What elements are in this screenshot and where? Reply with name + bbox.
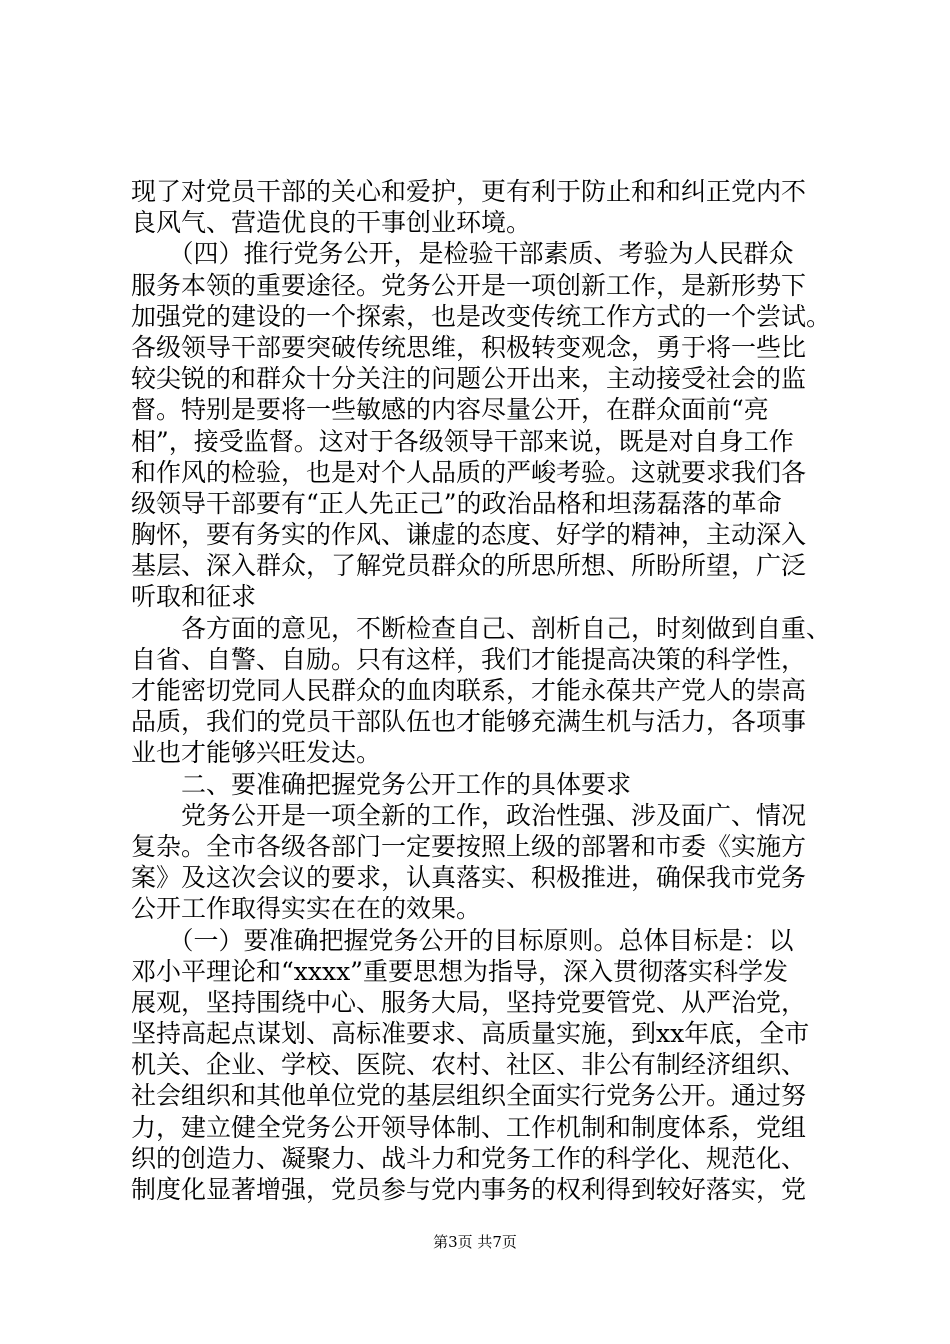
text-line: 织的创造力、凝聚力、战斗力和党务工作的科学化、规范化、 <box>131 1143 807 1173</box>
text-line: 公开工作取得实实在在的效果。 <box>131 894 482 924</box>
text-line: 较尖锐的和群众十分关注的问题公开出来，主动接受社会的监 <box>131 364 807 394</box>
page-number: 第3页 共7页 <box>433 1233 517 1251</box>
text-line: 邓小平理论和“xxxx”重要思想为指导，深入贯彻落实科学发 <box>131 956 788 986</box>
text-line: 各方面的意见，不断检查自己、剖析自己，时刻做到自重、 <box>131 613 832 643</box>
text-line: 品质，我们的党员干部队伍也才能够充满生机与活力，各项事 <box>131 707 807 737</box>
text-line: 听取和征求 <box>131 582 257 612</box>
text-line: 现了对党员干部的关心和爱护，更有利于防止和和纠正党内不 <box>131 177 807 206</box>
text-line: （一）要准确把握党务公开的目标原则。总体目标是：以 <box>131 925 794 955</box>
text-line: 社会组织和其他单位党的基层组织全面实行党务公开。通过努 <box>131 1081 807 1111</box>
body-text <box>131 176 831 1205</box>
text-line: 相”，接受监督。这对于各级领导干部来说，既是对自身工作 <box>131 426 794 456</box>
text-line: 和作风的检验，也是对个人品质的严峻考验。这就要求我们各 <box>131 457 807 487</box>
text-line: 坚持高起点谋划、高标准要求、高质量实施，到xx年底，全市 <box>131 1019 810 1049</box>
text-line: 才能密切党同人民群众的血肉联系，才能永葆共产党人的崇高 <box>131 676 807 705</box>
text-line: 力，建立健全党务公开领导体制、工作机制和制度体系，党组 <box>131 1112 807 1142</box>
text-line: 加强党的建设的一个探索，也是改变传统工作方式的一个尝试。 <box>131 301 832 331</box>
text-line: 机关、企业、学校、医院、农村、社区、非公有制经济组织、 <box>131 1050 807 1080</box>
text-line: 级领导干部要有“正人先正己”的政治品格和坦荡磊落的革命 <box>131 488 782 518</box>
section-heading: 二、要准确把握党务公开工作的具体要求 <box>131 769 632 799</box>
text-line: 督。特别是要将一些敏感的内容尽量公开，在群众面前“亮 <box>131 395 769 425</box>
text-line: 业也才能够兴旺发达。 <box>131 738 382 768</box>
text-line: 自省、自警、自励。只有这样，我们才能提高决策的科学性， <box>131 644 807 674</box>
text-line: 案》及这次会议的要求，认真落实、积极推进，确保我市党务 <box>131 863 807 893</box>
text-line: 胸怀，要有务实的作风、谦虚的态度、好学的精神，主动深入 <box>131 520 807 550</box>
text-line: 服务本领的重要途径。党务公开是一项创新工作，是新形势下 <box>131 270 807 300</box>
text-line: 基层、深入群众，了解党员群众的所思所想、所盼所望，广泛 <box>131 551 807 581</box>
text-line: 制度化显著增强，党员参与党内事务的权利得到较好落实，党 <box>131 1175 807 1204</box>
text-line: 各级领导干部要突破传统思维，积极转变观念，勇于将一些比 <box>131 332 807 362</box>
text-line: （四）推行党务公开，是检验干部素质、考验为人民群众 <box>131 239 794 269</box>
text-line: 复杂。全市各级各部门一定要按照上级的部署和市委《实施方 <box>131 831 807 861</box>
text-line: 良风气、营造优良的干事创业环境。 <box>131 208 532 238</box>
text-line: 展观，坚持围绕中心、服务大局，坚持党要管党、从严治党， <box>131 987 807 1017</box>
text-line: 党务公开是一项全新的工作，政治性强、涉及面广、情况 <box>131 800 807 830</box>
